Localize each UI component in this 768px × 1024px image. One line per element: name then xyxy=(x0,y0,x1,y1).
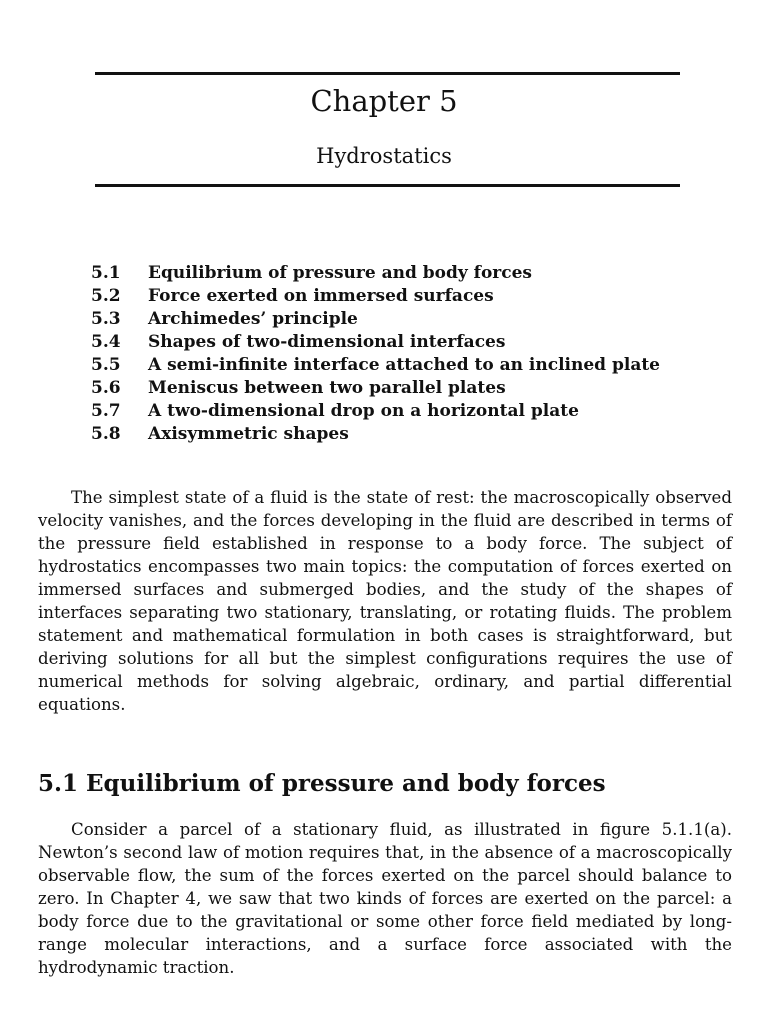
toc-number: 5.6 xyxy=(91,378,121,398)
toc-item xyxy=(91,377,761,400)
toc-item xyxy=(91,423,761,446)
toc-title: Archimedes’ principle xyxy=(148,309,358,329)
chapter-number: Chapter 5 xyxy=(310,84,458,118)
section-heading: 5.1 Equilibrium of pressure and body forces xyxy=(38,770,606,797)
toc-number: 5.1 xyxy=(91,263,121,283)
toc-number: 5.7 xyxy=(91,401,121,421)
toc-title: A two-dimensional drop on a horizontal plate xyxy=(148,401,579,421)
toc-item xyxy=(91,308,761,331)
toc-item xyxy=(91,400,761,423)
section-paragraph: Consider a parcel of a stationary fluid, as illustrated in figure 5.1.1(a). Newton’s second law of motion requires that, in the absence of a macroscopically observable flow, the sum of the forces exerted on the parcel should balance to zero. In Chapter 4, we saw that two kinds of forces are exerted on the parcel: a body force due to the gravitational or some other force field mediated by long-range molecular interactions, and a surface force associated with the hydrodynamic traction. xyxy=(38,820,732,977)
top-rule xyxy=(95,72,680,75)
toc-item xyxy=(91,285,761,308)
bottom-rule xyxy=(95,184,680,187)
toc-title: Axisymmetric shapes xyxy=(148,424,349,444)
toc-item xyxy=(91,262,761,285)
toc-number: 5.4 xyxy=(91,332,121,352)
table-of-contents xyxy=(91,262,761,446)
toc-title: Equilibrium of pressure and body forces xyxy=(148,263,533,283)
toc-item xyxy=(91,354,761,377)
toc-title: Meniscus between two parallel plates xyxy=(148,378,506,398)
toc-title: Shapes of two-dimensional interfaces xyxy=(148,332,506,352)
toc-item xyxy=(91,331,761,354)
toc-number: 5.5 xyxy=(91,355,121,375)
chapter-title: Hydrostatics xyxy=(316,144,452,168)
toc-title: Force exerted on immersed surfaces xyxy=(148,286,494,306)
toc-number: 5.2 xyxy=(91,286,121,306)
toc-number: 5.8 xyxy=(91,424,121,444)
toc-title: A semi-infinite interface attached to an inclined plate xyxy=(148,355,661,375)
toc-number: 5.3 xyxy=(91,309,121,329)
intro-paragraph: The simplest state of a fluid is the state of rest: the macroscopically observed velocity vanishes, and the forces developing in the fluid are described in terms of the pressure field established in response to a body force. The subject of hydrostatics encompasses two main topics: the computation of forces exerted on immersed surfaces and submerged bodies, and the study of the shapes of interfaces separating two stationary, translating, or rotating fluids. The problem statement and mathematical formulation in both cases is straightforward, but deriving solutions for all but the simplest configurations requires the use of numerical methods for solving algebraic, ordinary, and partial differential equations. xyxy=(38,488,732,714)
